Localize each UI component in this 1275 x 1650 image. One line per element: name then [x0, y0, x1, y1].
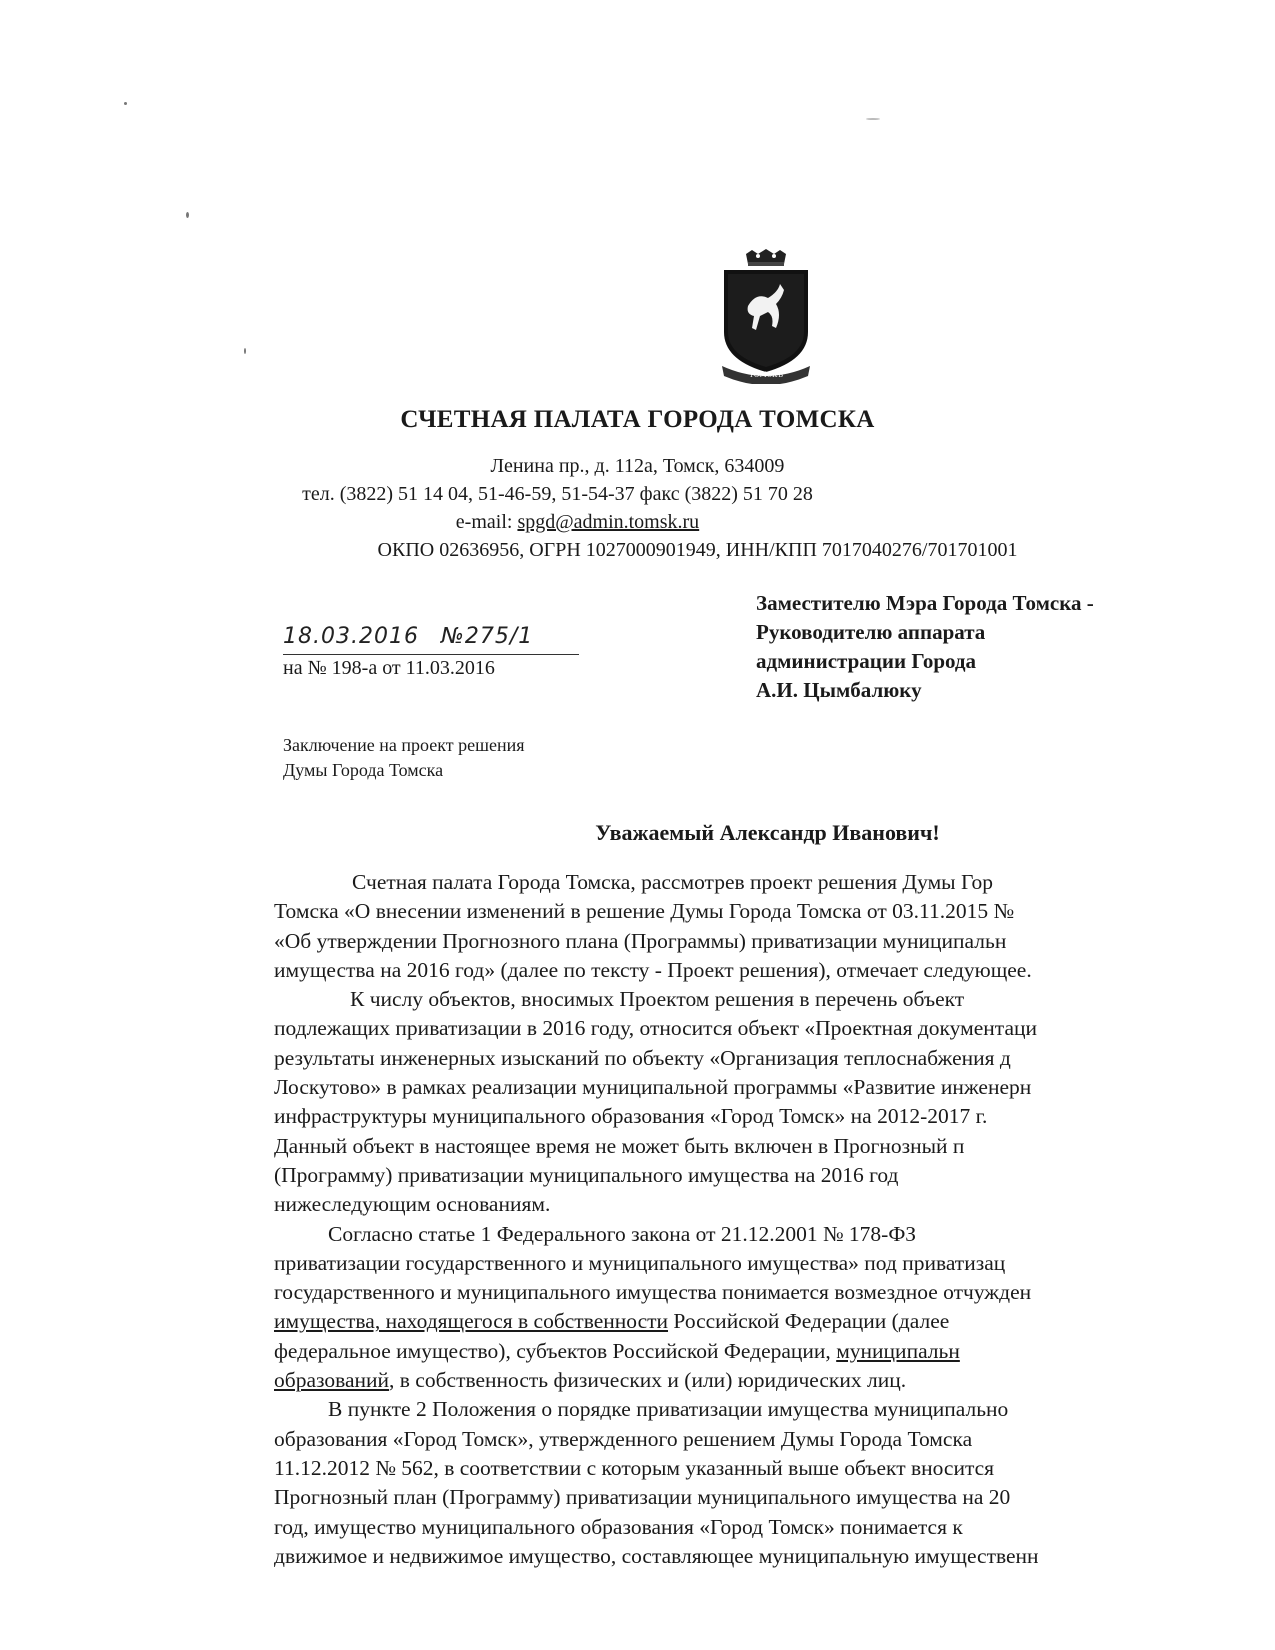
scan-speck	[866, 118, 880, 120]
scan-speck	[186, 212, 189, 218]
org-name: СЧЕТНАЯ ПАЛАТА ГОРОДА ТОМСКА	[400, 406, 875, 433]
salutation: Уважаемый Александр Иванович!	[595, 820, 940, 845]
body-line	[274, 1337, 1275, 1366]
body-line: К числу объектов, вносимых Проектом решения в перечень объект	[350, 987, 965, 1012]
org-phones: тел. (3822) 51 14 04, 51-46-59, 51-54-37 факс (3822) 51 70 28	[302, 483, 813, 505]
body-line: Прогнозный план (Программу) приватизации муниципального имущества на 20	[274, 1485, 1011, 1510]
body-paragraph	[274, 868, 1275, 985]
body-line	[274, 1307, 1275, 1336]
subject-line: Думы Города Томска	[283, 760, 444, 780]
body-line: инфраструктуры муниципального образования «Город Томск» на 2012-2017 г.	[274, 1104, 988, 1129]
body-line	[274, 1366, 1275, 1395]
email-label: e-mail:	[455, 511, 518, 533]
handwritten-registration	[283, 624, 579, 655]
body-line: «Об утверждении Прогнозного плана (Программы) приватизации муниципальн	[274, 928, 1007, 953]
body-line: (Программу) приватизации муниципального имущества на 2016 год	[274, 1162, 899, 1187]
underlined-phrase: муниципальн	[836, 1338, 960, 1363]
body-line: нижеследующим основаниям.	[274, 1192, 551, 1217]
body-paragraph	[274, 985, 1275, 1219]
body-line: Счетная палата Города Томска, рассмотрев проект решения Думы Гор	[352, 870, 994, 894]
body-line-start: федеральное имущество), субъектов Российской Федерации,	[274, 1338, 837, 1363]
scan-speck	[124, 102, 127, 105]
letter-body	[274, 868, 1275, 1650]
body-paragraph	[274, 1395, 1275, 1571]
org-email-line	[0, 511, 1215, 534]
body-line: результаты инженерных изысканий по объекту «Организация теплоснабжения д	[274, 1045, 1011, 1070]
registration-block	[283, 624, 579, 680]
handwritten-number: №275/1	[440, 624, 534, 649]
body-line: Лоскутово» в рамках реализации муниципальной программы «Развитие инженерн	[274, 1075, 1032, 1100]
body-line: Данный объект в настоящее время не может быть включен в Прогнозный п	[274, 1133, 965, 1158]
body-line: имущества на 2016 год» (далее по тексту - Проект решения), отмечает следующее.	[274, 957, 1032, 982]
body-line: государственного и муниципального имущества понимается возмездное отчужден	[274, 1280, 1032, 1305]
body-line: Томска «О внесении изменений в решение Думы Города Томска от 03.11.2015 №	[274, 899, 1015, 924]
subject-line: Заключение на проект решения	[283, 735, 525, 755]
body-line-rest: Российской Федерации (далее	[668, 1309, 950, 1334]
email-link[interactable]: spgd@admin.tomsk.ru	[517, 511, 700, 533]
recipient-line: Заместителю Мэра Города Томска -	[756, 591, 1094, 615]
org-codes: ОКПО 02636956, ОГРН 1027000901949, ИНН/КПП 7017040276/701701001	[377, 539, 1018, 561]
recipient-line: Руководителю аппарата	[756, 620, 986, 644]
crest-motto: ТОМСКЪ	[749, 371, 783, 379]
body-line: Согласно статье 1 Федерального закона от 21.12.2001 № 178-ФЗ	[328, 1221, 917, 1246]
body-line: год, имущество муниципального образования «Город Томск» понимается к	[274, 1514, 963, 1539]
body-line: движимое и недвижимое имущество, составляющее муниципальную имущественн	[274, 1543, 1039, 1568]
letter-subject	[283, 733, 525, 783]
underlined-phrase: образований	[274, 1368, 390, 1393]
body-line-rest: , в собственность физических и (или) юридических лиц.	[389, 1368, 907, 1393]
body-line: приватизации государственного и муниципального имущества» под приватизац	[274, 1250, 1006, 1275]
recipient-line: А.И. Цымбалюку	[756, 678, 922, 702]
body-paragraph	[274, 1220, 1275, 1396]
scan-speck	[244, 348, 246, 354]
underlined-phrase: имущества, находящегося в собственности	[274, 1309, 669, 1334]
city-crest-icon	[718, 248, 814, 384]
body-line: образования «Город Томск», утвержденного решением Думы Города Томска	[274, 1426, 973, 1451]
body-line: подлежащих приватизации в 2016 году, относится объект «Проектная документаци	[274, 1016, 1038, 1041]
recipient-line: администрации Города	[756, 649, 977, 673]
org-address: Ленина пр., д. 112а, Томск, 634009	[490, 455, 785, 477]
handwritten-date: 18.03.2016	[283, 624, 419, 649]
body-line: В пункте 2 Положения о порядке приватизации имущества муниципально	[328, 1397, 1009, 1422]
recipient-block	[756, 589, 1094, 705]
body-line: 11.12.2012 № 562, в соответствии с которым указанный выше объект вносится	[274, 1455, 995, 1480]
reference-number: на № 198-а от 11.03.2016	[283, 657, 495, 679]
